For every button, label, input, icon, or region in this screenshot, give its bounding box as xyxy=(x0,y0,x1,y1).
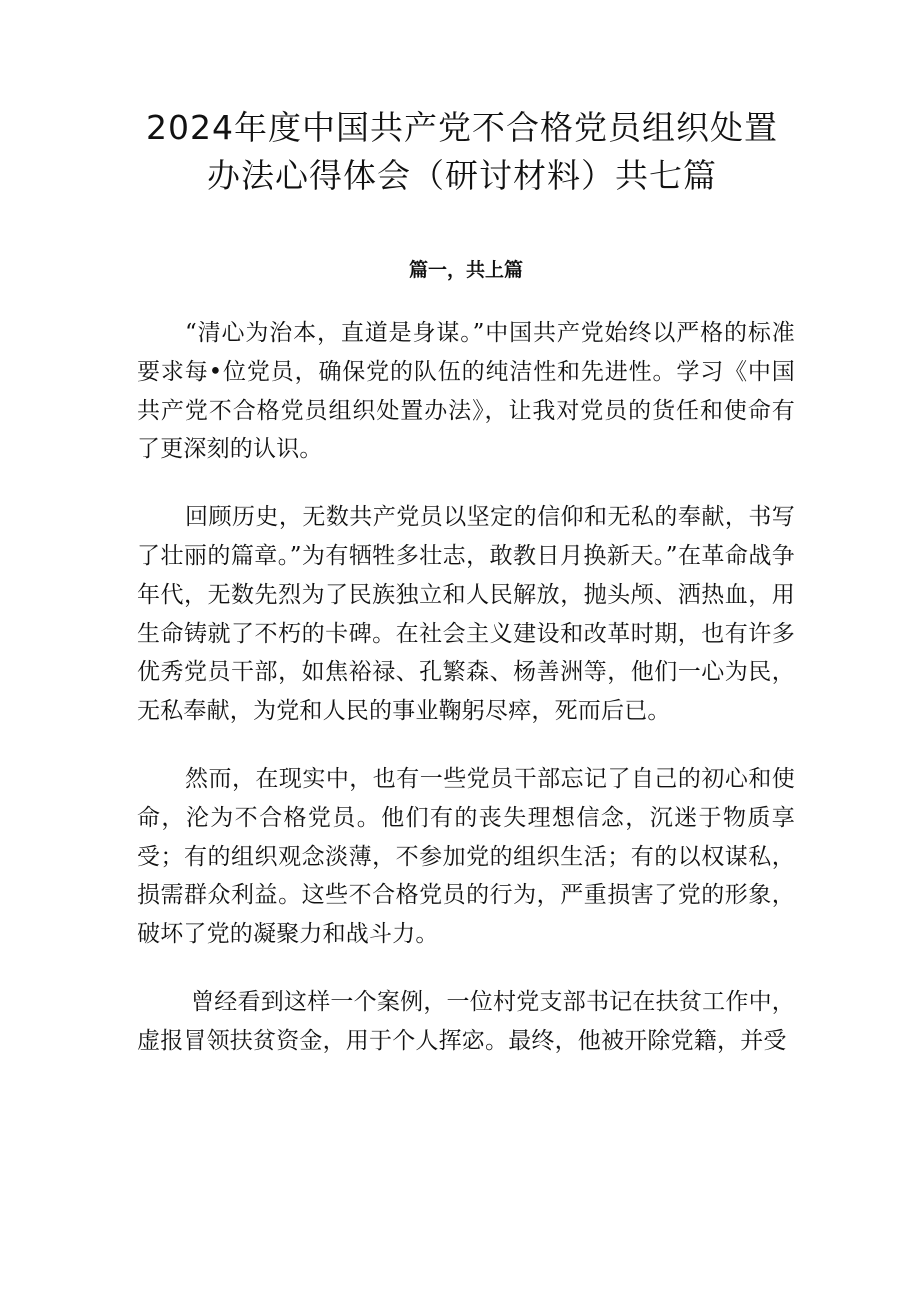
body-paragraph: 回顾历史，无数共产党员以坚定的信仰和无私的奉献，书写了壮丽的篇章。”为有牺牲多壮志，敢教日月换新天。”在革命战争年代，无数先烈为了民族独立和人民解放，抛头颅、洒热血，用生命铸就了不朽的卡碑。在社会主义建设和改革时期，也有许多优秀党员干部，如焦裕禄、孔繁森、杨善洲等，他们一心为民，无私奉献，为党和人民的事业鞠躬尽瘁，死而后已。 xyxy=(137,504,795,725)
body-paragraph: “清心为治本，直道是身谋。”中国共产党始终以严格的标准要求每•位党员，确保党的队伍的纯洁性和先进性。学习《中国共产党不合格党员组织处置办法》，让我对党员的货任和使命有了更深刻的认识。 xyxy=(137,320,795,463)
title-line-1: 2024年度中国共产党不合格党员组织处置 xyxy=(146,108,778,147)
body-paragraph: 曾经看到这样一个案例，一位村党支部书记在扶贫工作中，虚报冒领扶贫资金，用于个人挥宓。最终，他被开除党籍，并受 xyxy=(137,988,795,1054)
title-line-2: 办法心得体会（研讨材料）共七篇 xyxy=(207,156,717,195)
document-title xyxy=(127,104,797,200)
body-paragraph: 然而，在现实中，也有一些党员干部忘记了自己的初心和使命，沦为不合格党员。他们有的丧失理想信念，沉迷于物质享受；有的组织观念淡薄，不参加党的组织生活；有的以权谋私，损需群众利益。这些不合格党员的行为，严重损害了党的形象，破坏了党的凝聚力和战斗力。 xyxy=(137,765,795,948)
section-heading: 篇一，共上篇 xyxy=(408,259,523,281)
